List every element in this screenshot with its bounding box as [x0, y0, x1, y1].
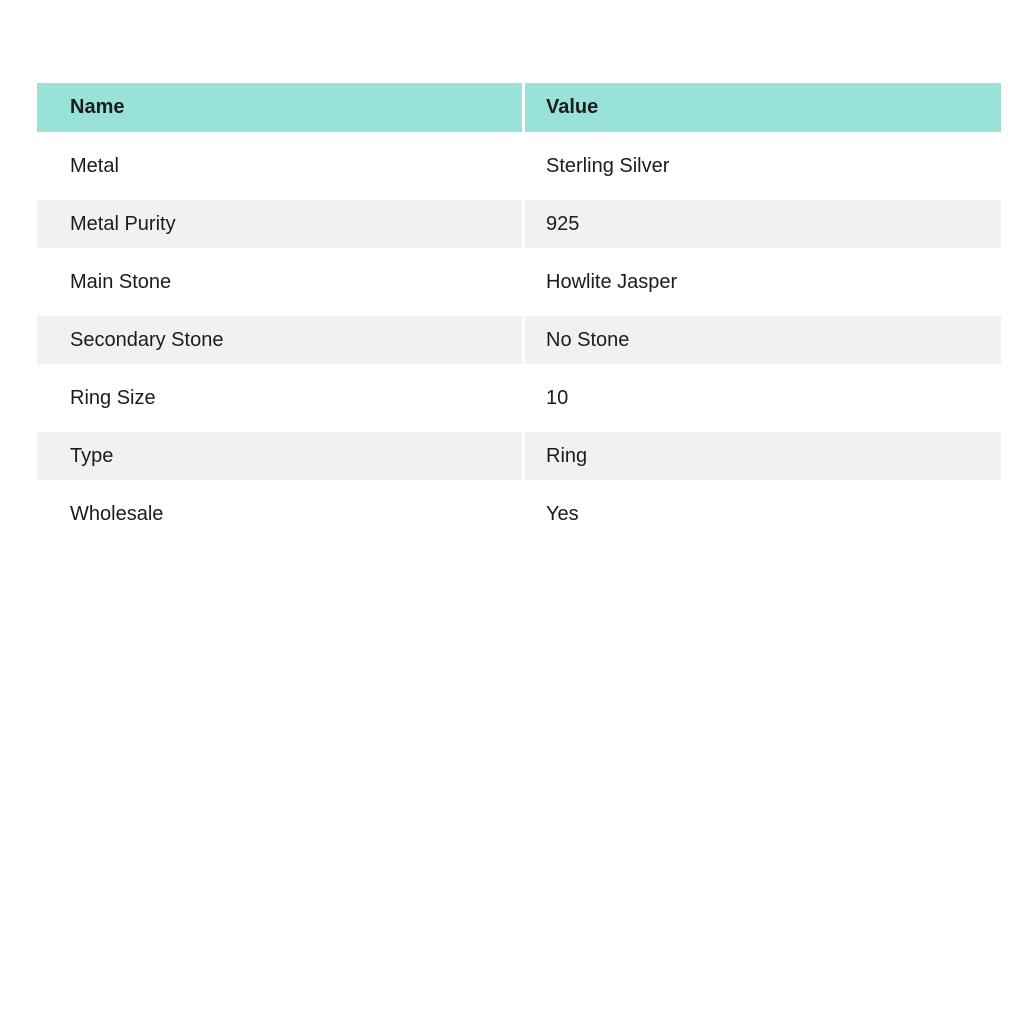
- column-header-name: Name: [37, 83, 522, 132]
- table-row: [37, 195, 1001, 253]
- attribute-value-cell: 10: [525, 369, 1001, 427]
- attribute-value-cell: No Stone: [525, 311, 1001, 369]
- table-row: [37, 485, 1001, 543]
- attribute-value-cell: 925: [525, 195, 1001, 253]
- table-header-row: [37, 83, 1001, 132]
- attribute-name-cell: Main Stone: [37, 253, 522, 311]
- attribute-value-cell: Ring: [525, 427, 1001, 485]
- attribute-name-cell: Type: [37, 427, 522, 485]
- attribute-name-cell: Metal: [37, 137, 522, 195]
- table-row: [37, 137, 1001, 195]
- product-attributes-table: [37, 83, 1001, 543]
- attribute-name-cell: Secondary Stone: [37, 311, 522, 369]
- attribute-name-cell: Wholesale: [37, 485, 522, 543]
- table-row: [37, 369, 1001, 427]
- attribute-name-cell: Ring Size: [37, 369, 522, 427]
- table-row: [37, 311, 1001, 369]
- attribute-value-cell: Sterling Silver: [525, 137, 1001, 195]
- column-header-value: Value: [525, 83, 1001, 132]
- table-row: [37, 427, 1001, 485]
- attribute-name-cell: Metal Purity: [37, 195, 522, 253]
- table-row: [37, 253, 1001, 311]
- attribute-value-cell: Yes: [525, 485, 1001, 543]
- attribute-value-cell: Howlite Jasper: [525, 253, 1001, 311]
- table-body: [37, 137, 1001, 543]
